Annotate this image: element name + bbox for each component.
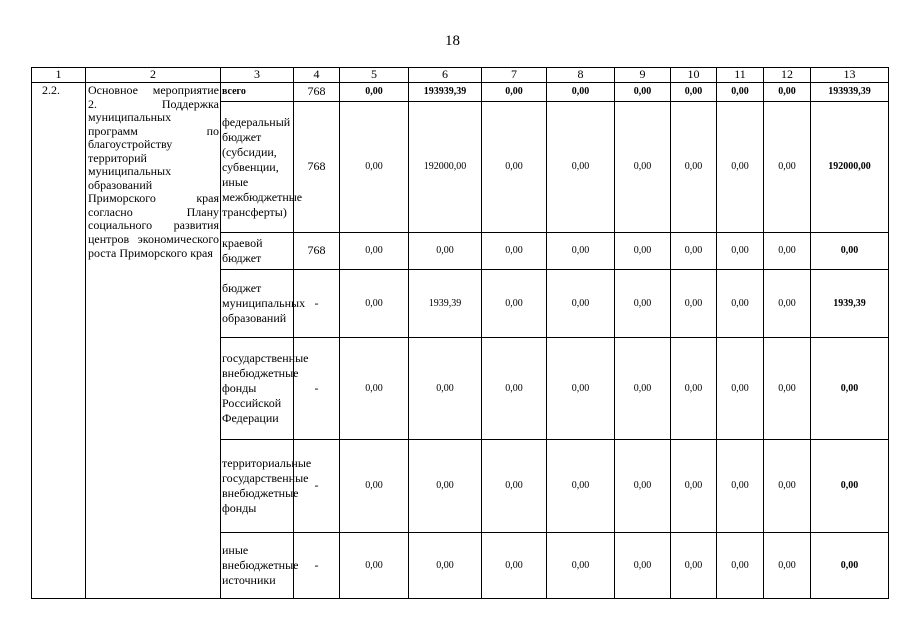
header-cell: 11 — [717, 68, 764, 83]
total-cell: 0,00 — [811, 440, 889, 533]
code-cell: - — [294, 533, 340, 599]
value-cell: 0,00 — [547, 83, 615, 102]
header-cell: 6 — [409, 68, 482, 83]
value-cell: 0,00 — [764, 102, 811, 233]
funding-source: федеральный бюджет (субсидии, субвенции, иные межбюджетные трансферты) — [221, 102, 294, 233]
total-cell: 192000,00 — [811, 102, 889, 233]
value-cell: 0,00 — [764, 233, 811, 270]
value-cell: 0,00 — [717, 440, 764, 533]
page-number: 18 — [445, 33, 460, 49]
value-cell: 0,00 — [409, 233, 482, 270]
value-cell: 0,00 — [717, 233, 764, 270]
header-cell: 8 — [547, 68, 615, 83]
value-cell: 0,00 — [482, 102, 547, 233]
value-cell: 0,00 — [764, 533, 811, 599]
value-cell: 0,00 — [764, 270, 811, 338]
code-cell: 768 — [294, 83, 340, 102]
value-cell: 0,00 — [717, 338, 764, 440]
value-cell: 0,00 — [482, 440, 547, 533]
budget-table — [31, 67, 889, 599]
value-cell: 0,00 — [409, 338, 482, 440]
value-cell: 0,00 — [409, 533, 482, 599]
total-cell: 0,00 — [811, 533, 889, 599]
total-cell: 0,00 — [811, 233, 889, 270]
code-cell: 768 — [294, 102, 340, 233]
header-cell: 13 — [811, 68, 889, 83]
value-cell: 0,00 — [671, 102, 717, 233]
code-cell: - — [294, 270, 340, 338]
value-cell: 0,00 — [340, 440, 409, 533]
event-number: 2.2. — [32, 83, 86, 599]
header-cell: 10 — [671, 68, 717, 83]
value-cell: 0,00 — [340, 83, 409, 102]
value-cell: 0,00 — [482, 533, 547, 599]
funding-source: иные внебюджетные источники — [221, 533, 294, 599]
header-cell: 12 — [764, 68, 811, 83]
value-cell: 0,00 — [547, 233, 615, 270]
total-cell: 193939,39 — [811, 83, 889, 102]
header-cell: 3 — [221, 68, 294, 83]
value-cell: 0,00 — [615, 102, 671, 233]
value-cell: 0,00 — [615, 233, 671, 270]
value-cell: 0,00 — [717, 270, 764, 338]
funding-source: государственные внебюджетные фонды Российской Федерации — [221, 338, 294, 440]
code-cell: - — [294, 338, 340, 440]
value-cell: 0,00 — [764, 440, 811, 533]
value-cell: 0,00 — [482, 233, 547, 270]
value-cell: 0,00 — [547, 338, 615, 440]
funding-source: всего — [221, 83, 294, 102]
header-row — [32, 68, 889, 83]
value-cell: 0,00 — [671, 533, 717, 599]
value-cell: 0,00 — [615, 338, 671, 440]
total-cell: 1939,39 — [811, 270, 889, 338]
value-cell: 0,00 — [340, 233, 409, 270]
table-row — [32, 83, 889, 102]
value-cell: 0,00 — [671, 270, 717, 338]
value-cell: 0,00 — [547, 533, 615, 599]
header-cell: 1 — [32, 68, 86, 83]
value-cell: 0,00 — [764, 83, 811, 102]
event-name: Основное мероприятие 2. Поддержка муниципальных программ по благоустройству территорий муниципальных образований Приморского края согласно Плану социального развития центров экономического роста Приморского края — [86, 83, 221, 599]
value-cell: 0,00 — [717, 102, 764, 233]
value-cell: 0,00 — [671, 83, 717, 102]
value-cell: 0,00 — [615, 83, 671, 102]
value-cell: 0,00 — [547, 440, 615, 533]
header-cell: 9 — [615, 68, 671, 83]
header-cell: 7 — [482, 68, 547, 83]
value-cell: 0,00 — [717, 533, 764, 599]
code-cell: 768 — [294, 233, 340, 270]
value-cell: 0,00 — [615, 270, 671, 338]
value-cell: 193939,39 — [409, 83, 482, 102]
value-cell: 192000,00 — [409, 102, 482, 233]
value-cell: 0,00 — [340, 533, 409, 599]
value-cell: 0,00 — [615, 533, 671, 599]
funding-source: краевой бюджет — [221, 233, 294, 270]
value-cell: 1939,39 — [409, 270, 482, 338]
funding-source: бюджет муниципальных образований — [221, 270, 294, 338]
value-cell: 0,00 — [717, 83, 764, 102]
value-cell: 0,00 — [547, 270, 615, 338]
value-cell: 0,00 — [671, 338, 717, 440]
header-cell: 5 — [340, 68, 409, 83]
value-cell: 0,00 — [547, 102, 615, 233]
value-cell: 0,00 — [340, 270, 409, 338]
value-cell: 0,00 — [764, 338, 811, 440]
header-cell: 2 — [86, 68, 221, 83]
funding-source: территориальные государственные внебюджетные фонды — [221, 440, 294, 533]
value-cell: 0,00 — [482, 270, 547, 338]
value-cell: 0,00 — [340, 102, 409, 233]
value-cell: 0,00 — [671, 233, 717, 270]
value-cell: 0,00 — [671, 440, 717, 533]
value-cell: 0,00 — [482, 83, 547, 102]
code-cell: - — [294, 440, 340, 533]
total-cell: 0,00 — [811, 338, 889, 440]
header-cell: 4 — [294, 68, 340, 83]
value-cell: 0,00 — [615, 440, 671, 533]
value-cell: 0,00 — [409, 440, 482, 533]
value-cell: 0,00 — [340, 338, 409, 440]
value-cell: 0,00 — [482, 338, 547, 440]
